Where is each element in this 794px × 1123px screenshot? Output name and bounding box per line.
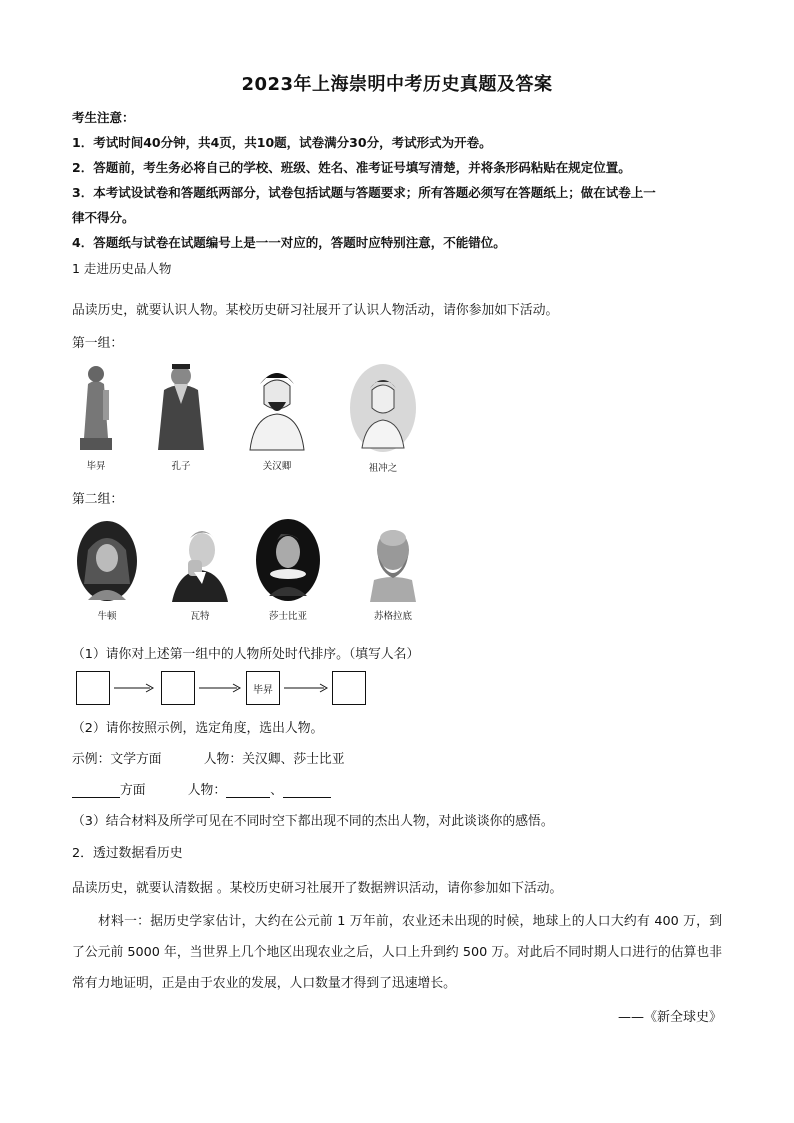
sub-question-1: （1）请你对上述第一组中的人物所处时代排序。（填写人名） (72, 647, 420, 662)
portrait-watt (168, 520, 232, 622)
order-box-4 (332, 671, 366, 705)
notice-item: 律不得分。 (72, 210, 135, 225)
question-1-intro: 品读历史，就要认识人物。某校历史研习社展开了认识人物活动，请你参加如下活动。 (72, 303, 559, 318)
person-blank-1[interactable] (226, 783, 270, 798)
question-1-heading: 1 走进历史品人物 (72, 261, 172, 276)
portrait-guan-hanqing (244, 360, 310, 472)
material-source: ——《新全球史》 (617, 1010, 722, 1025)
portrait-image (348, 362, 418, 454)
arrow-right-icon (199, 682, 241, 694)
order-box-2 (161, 671, 195, 705)
group-2-label: 第二组： (72, 492, 124, 507)
bust-image (360, 520, 426, 602)
portrait-image (76, 520, 138, 602)
example-label: 示例：文学方面 (72, 752, 162, 767)
question-2-heading: 2．透过数据看历史 (72, 846, 183, 861)
people-label: 人物： (187, 783, 227, 798)
aspect-blank[interactable] (72, 783, 120, 798)
portrait-image (168, 520, 232, 602)
portrait-shakespeare (255, 518, 321, 622)
notice-heading: 考生注意： (72, 110, 135, 125)
example-line (72, 748, 722, 767)
portrait-caption: 孔子 (171, 461, 191, 472)
portrait-image (152, 360, 210, 452)
aspect-label: 方面 (120, 783, 146, 798)
notice-item: 1．考试时间40分钟，共4页，共10题，试卷满分30分，考试形式为开卷。 (72, 135, 492, 150)
portrait-caption: 祖冲之 (368, 463, 398, 474)
person-blank-2[interactable] (283, 783, 331, 798)
portrait-confucius (152, 360, 210, 472)
order-box-1 (76, 671, 110, 705)
example-people: 人物：关汉卿、莎士比亚 (203, 752, 345, 767)
notice-item: 3．本考试设试卷和答题纸两部分，试卷包括试题与答题要求；所有答题必须写在答题纸上；做在试卷上一 (72, 185, 656, 200)
fill-in-line (72, 779, 722, 798)
portrait-caption: 瓦特 (190, 611, 210, 622)
portrait-image (255, 518, 321, 602)
portrait-caption: 关汉卿 (262, 461, 292, 472)
arrow-right-icon (284, 682, 328, 694)
statue-image (70, 360, 122, 452)
notice-item: 2．答题前，考生务必将自己的学校、班级、姓名、准考证号填写清楚，并将条形码粘贴在规定位置。 (72, 160, 631, 175)
portrait-zu-chongzhi (348, 362, 418, 474)
portrait-caption: 毕昇 (86, 461, 106, 472)
portrait-caption: 苏格拉底 (373, 611, 412, 622)
portrait-caption: 牛顿 (97, 611, 117, 622)
portrait-image (244, 360, 310, 452)
notice-item: 4．答题纸与试卷在试题编号上是一一对应的，答题时应特别注意，不能错位。 (72, 235, 506, 250)
page-title: 2023年上海崇明中考历史真题及答案 (241, 74, 553, 95)
portrait-socrates (360, 520, 426, 622)
order-box-3: 毕昇 (246, 671, 280, 705)
group-1-label: 第一组： (72, 336, 124, 351)
portrait-newton (76, 520, 138, 622)
people-separator: 、 (270, 783, 283, 798)
material-1: 材料一：据历史学家估计，大约在公元前 1 万年前，农业还未出现的时候，地球上的人口大约有 400 万，到了公元前 5000 年，当世界上几个地区出现农业之后，人口上升到约 500 万。对此后不同时期人口进行的估算也非常有力地证明，正是由于农业的发展，人口数量才得到了迅速增长。 (72, 914, 722, 991)
portrait-caption: 莎士比亚 (268, 611, 307, 622)
arrow-right-icon (114, 682, 154, 694)
sub-question-3: （3）结合材料及所学可见在不同时空下都出现不同的杰出人物，对此谈谈你的感悟。 (72, 814, 554, 829)
sub-question-2: （2）请你按照示例，选定角度，选出人物。 (72, 721, 324, 736)
question-2-intro: 品读历史，就要认清数据 。某校历史研习社展开了数据辨识活动，请你参加如下活动。 (72, 881, 563, 896)
portrait-bi-sheng (70, 360, 122, 472)
